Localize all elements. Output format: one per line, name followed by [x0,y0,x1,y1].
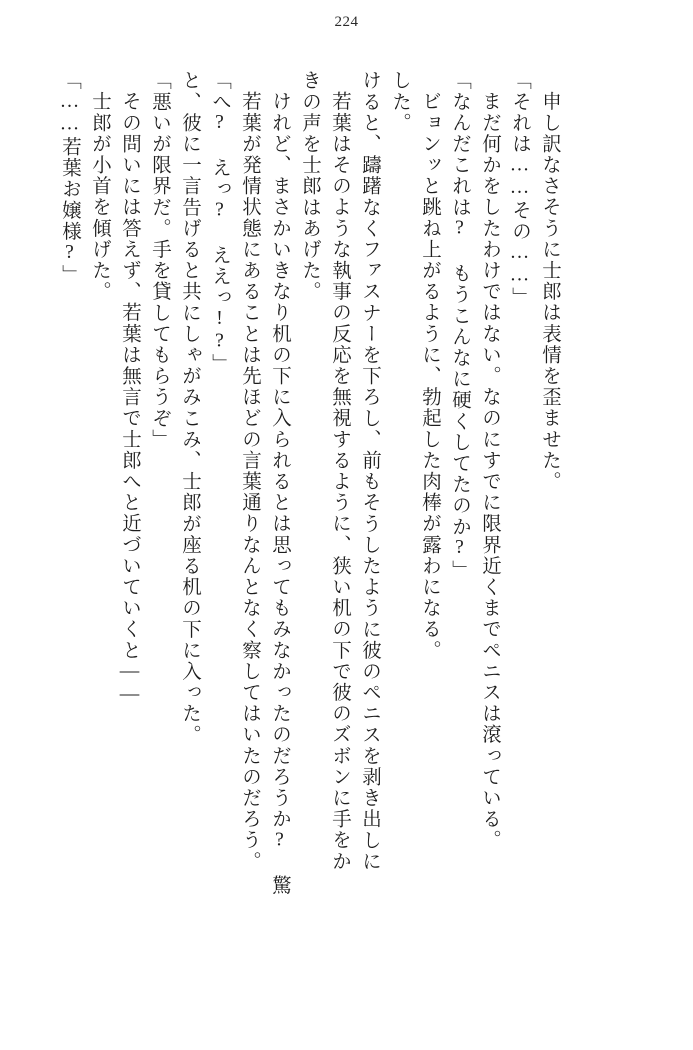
text-column: きの声を士郎はあげた。 [299,70,320,303]
text-column: けれど、まさかいきなり机の下に入られるとは思ってもみなかったのだろうか? 驚 [269,91,290,896]
text-column: 「悪いが限界だ。手を貸してもらうぞ」 [149,70,170,450]
page-number: 224 [334,14,359,30]
text-column: 若葉はそのような執事の反応を無視するように、狭い机の下で彼のズボンに手をか [329,91,350,872]
text-column: 士郎が小首を傾げた。 [89,91,110,302]
text-column: 「なんだこれは? もうこんなに硬くしてたのか?」 [449,70,470,581]
text-column: 「へ? えっ? ええっ!?」 [209,70,230,375]
text-column: けると、躊躇なくファスナーを下ろし、前もそうしたように彼のペニスを剥き出しに [359,70,380,872]
text-column: 申し訳なさそうに士郎は表情を歪ませた。 [539,91,560,492]
text-column: 「それは……その……」 [509,70,530,309]
vertical-body-text [49,70,649,1000]
text-column: ビョンッと跳ね上がるように、勃起した肉棒が露わになる。 [419,91,440,661]
text-column: 「……若葉お嬢様?」 [59,70,80,286]
text-column: と、彼に一言告げると共にしゃがみこみ、士郎が座る机の下に入った。 [179,70,200,746]
text-column: した。 [389,70,410,134]
text-column: その問いには答えず、若葉は無言で士郎へと近づいていくと―― [119,91,140,706]
text-column: まだ何かをしたわけではない。なのにすでに限界近くまでペニスは滾っている。 [479,91,500,851]
text-column: 若葉が発情状態にあることは先ほどの言葉通りなんとなく察してはいたのだろう。 [239,91,260,872]
